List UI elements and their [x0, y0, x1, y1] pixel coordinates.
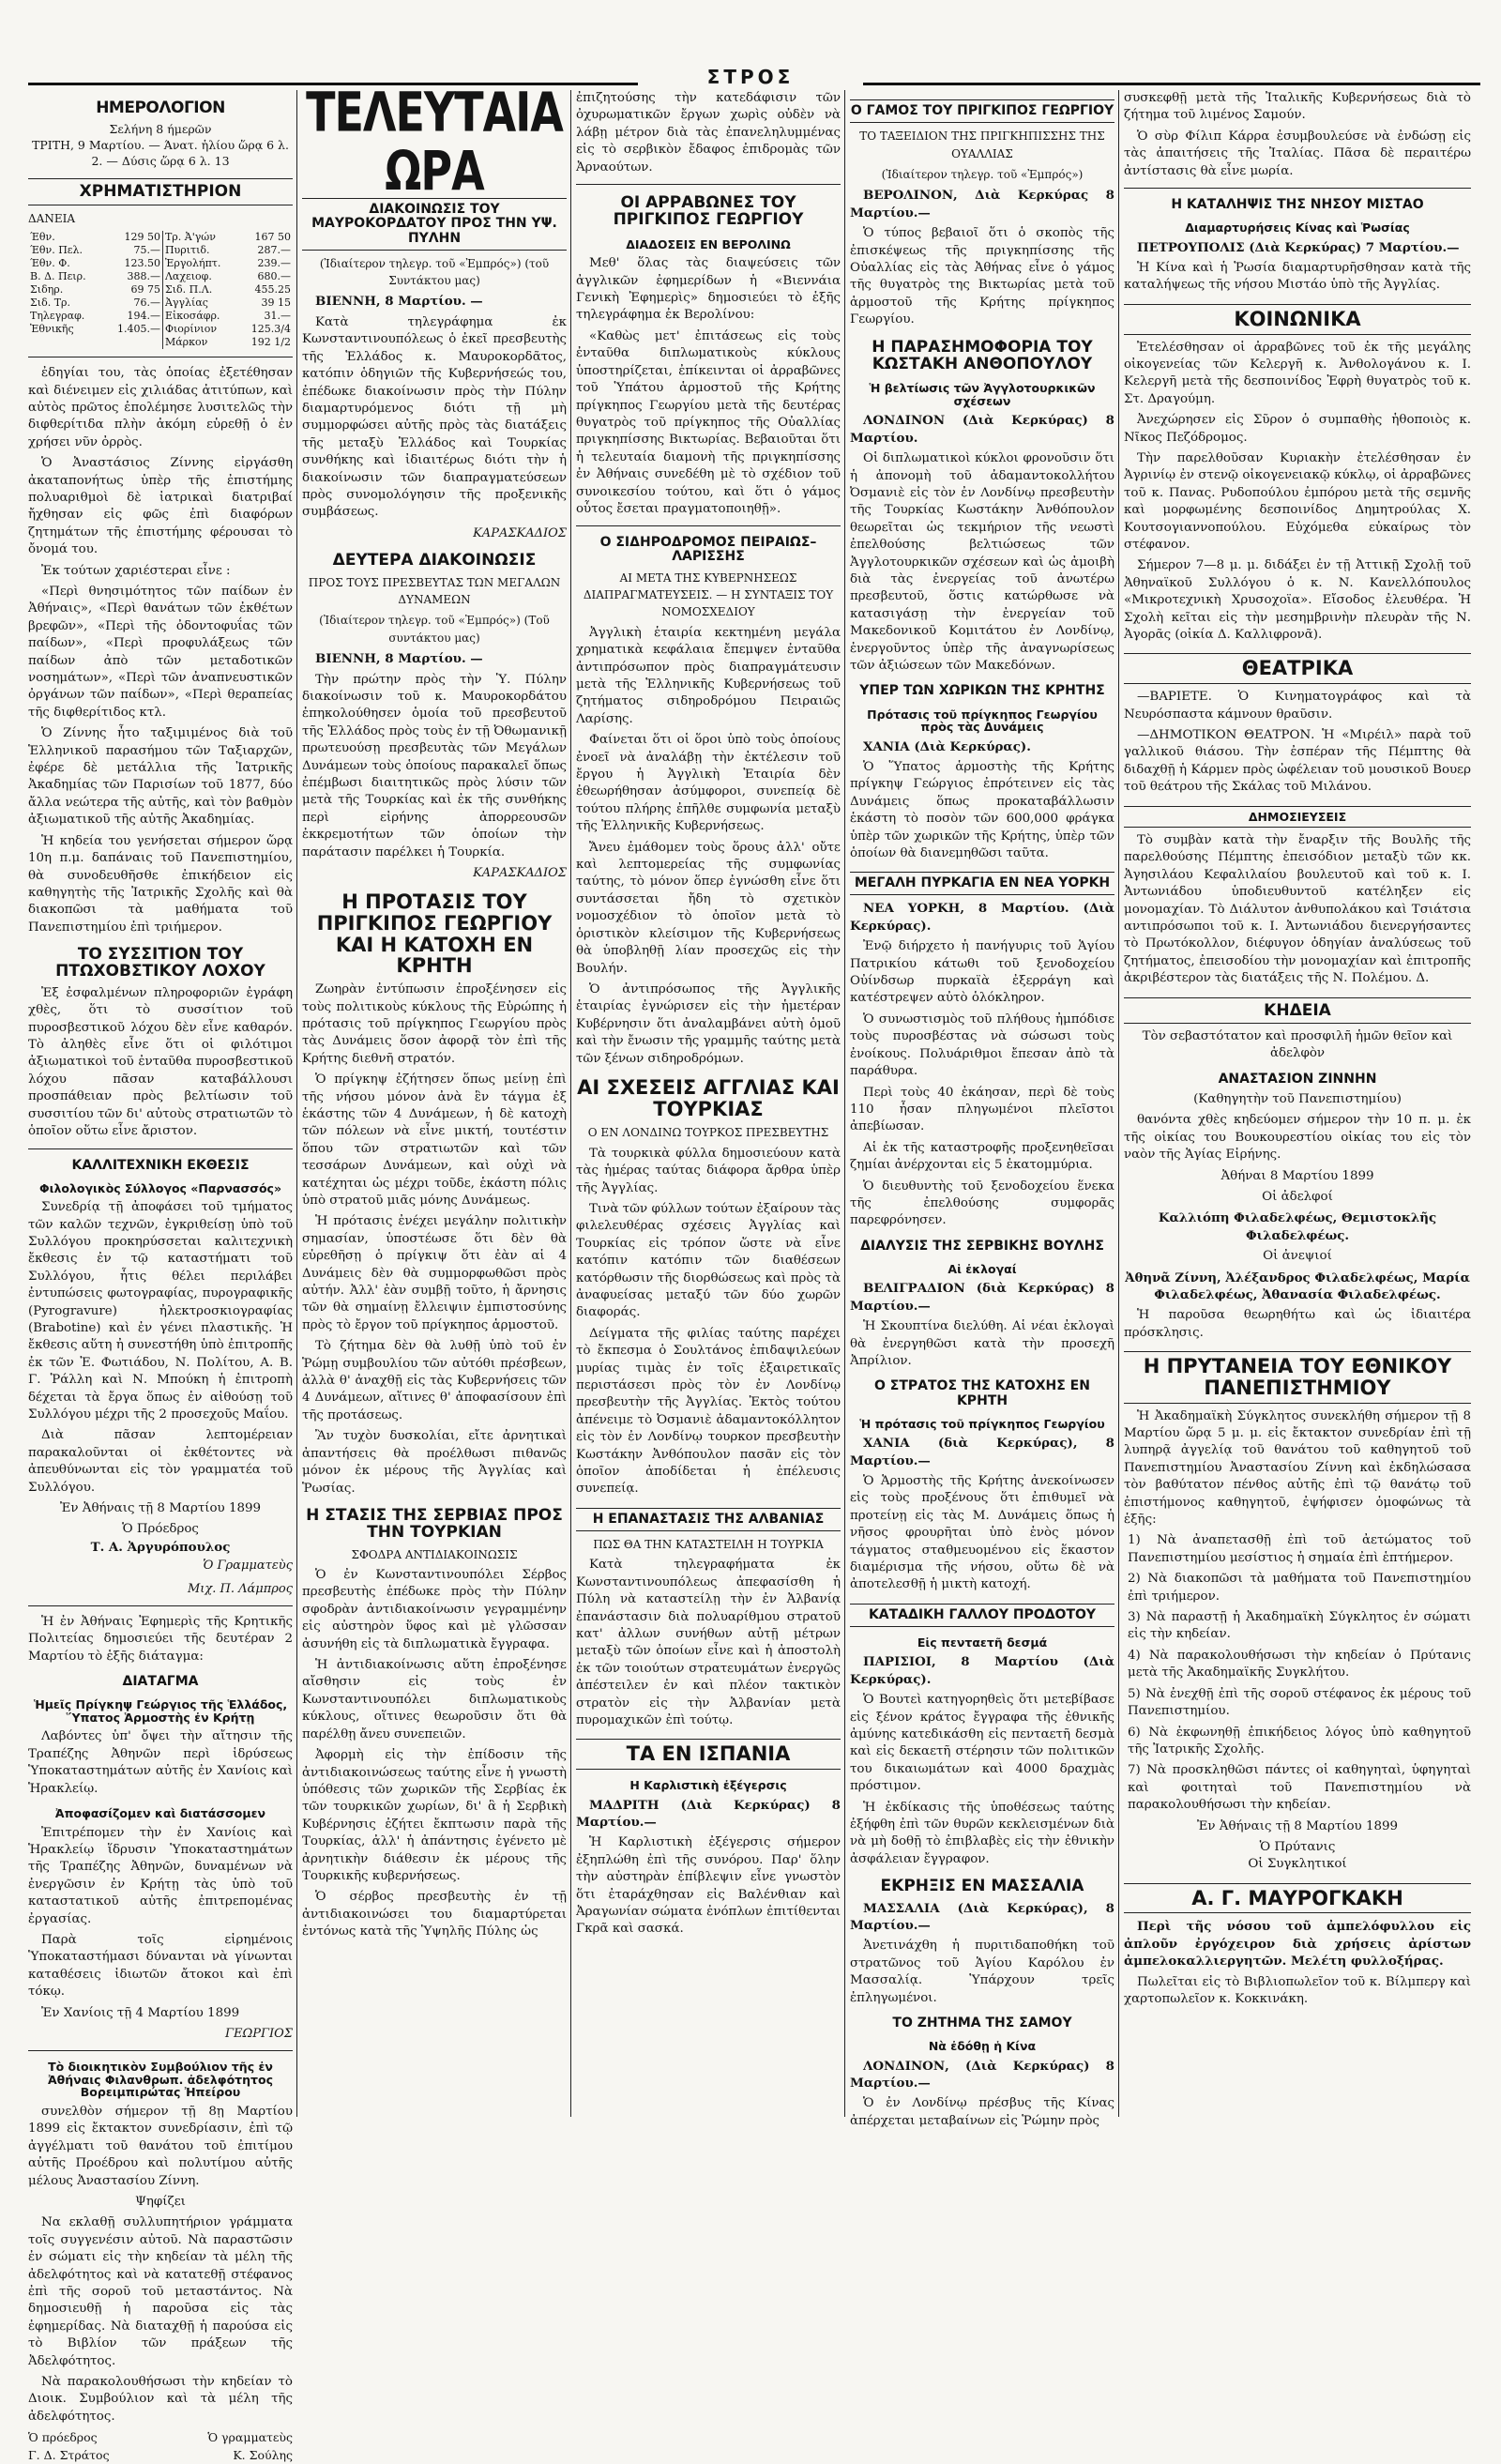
almanac-date: ΤΡΙΤΗ, 9 Μαρτίου. — Άνατ. ἡλίου ὥρᾳ 6 λ. 2. — Δύσις ὥρᾳ 6 λ. 13 — [32, 138, 289, 169]
finance-label: Τηλεγραφ. — [30, 310, 85, 323]
finance-value: 239.— — [257, 257, 291, 270]
finance-row — [28, 270, 293, 283]
paragraph: Τινὰ τῶν φύλλων τούτων ἐξαίρουν τὰς φιλελευθέρας σχέσεις Ἀγγλίας καὶ Τουρκίας εἰς τρόπον ὥστε νὰ εἶνε κατόπιν κατόπιν τῶν διαθέσεων κατόρθωσιν τῆς διορθώσεως καὶ πρὸς τὰ ἀναφυείσας μεταξύ τῶν δύο χωρῶν διαφοράς. — [576, 1201, 841, 1320]
headline-social: ΚΟΙΝΩΝΙΚΑ — [1124, 304, 1471, 335]
dateline: ΛΟΝΔΙΝΟΝ (Διὰ Κερκύρας) 8 Μαρτίου. — [850, 413, 1114, 446]
headline-mistao-sub: Διαμαρτυρήσεις Κίνας καὶ Ῥωσίας — [1185, 221, 1410, 236]
dateline: ΒΙΕΝΝΗ, 8 Μαρτίου. — — [315, 651, 483, 667]
paragraph: Τὰ τουρκικὰ φύλλα δημοσιεύουν κατὰ τὰς ἡμέρας ταύτας διάφορα ἄρθρα ὑπὲρ τῆς Ἀγγλίας. — [576, 1146, 841, 1195]
finance-label: Έθν. — [30, 231, 55, 244]
headline-decoration: Η ΠΑΡΑΣΗΜΟΦΟΡΙΑ ΤΟΥ ΚΩΣΤΑΚΗ ΑΝΘΟΠΟΥΛΟΥ — [872, 337, 1093, 373]
dateline: Ἐν Ἀθήναις τῇ 8 Μαρτίου 1899 — [59, 1501, 262, 1516]
divider — [28, 1148, 293, 1149]
headline-second-note-sub: ΠΡΟΣ ΤΟΥΣ ΠΡΕΣΒΕΥΤΑΣ ΤΩΝ ΜΕΓΑΛΩΝ ΔΥΝΑΜΕΩΝ — [308, 575, 561, 606]
paragraph: Καλλιόπη Φιλαδελφέως, Θεμιστοκλῆς Φιλαδελφέως. — [1158, 1210, 1437, 1243]
finance-value: 287.— — [257, 244, 291, 257]
dateline: Ἐν Χανίοις τῇ 4 Μαρτίου 1899 — [41, 2005, 240, 2020]
headline-decide: Ἀποφασίζομεν καὶ διατάσσομεν — [54, 1806, 266, 1820]
finance-row — [28, 257, 293, 270]
headline-decree: ΔΙΑΤΑΓΜΑ — [122, 1674, 199, 1690]
finance-value: 167 50 — [254, 231, 291, 244]
paragraph: Ἐπιτρέπομεν τὴν ἐν Χανίοις καὶ Ἡρακλείῳ ἵδρυσιν Ὑποκαταστημάτων τῆς Τραπέζης Ἀθηνῶν, δυναμένων νὰ ἐνεργῶσιν ἐν Κρήτῃ τὰς ὑπὸ τοῦ καταστατικοῦ αὐτῆς ἐπιτρεπομένας ἐργασίας. — [28, 1825, 293, 1926]
headline-fire: ΜΕΓΑΛΗ ΠΥΡΚΑΓΙΑ ΕΝ ΝΕΑ ΥΟΡΚΗ — [850, 872, 1114, 895]
finance-value: 388.— — [103, 270, 163, 283]
signature-title: Ὁ γραμματεὺς — [207, 2430, 293, 2445]
paragraph: Ὁ τύπος βεβαιοῖ ὅτι ὁ σκοπὸς τῆς ἐπισκέψεως τῆς πριγκηπίσσης τῆς Οὐαλλίας εἰς τὰς Ἀθήνας εἶνε ὁ γάμος τῆς θυγατρὸς της Βικτωρίας μετὰ τοῦ ἁρμοστοῦ τῆς Κρήτης πρίγκηπος Γεωργίου. — [850, 226, 1114, 327]
dateline: ΧΑΝΙΑ (διὰ Κερκύρας), 8 Μαρτίου.— — [850, 1436, 1114, 1468]
divider — [28, 2050, 293, 2051]
headline-mistao: Η ΚΑΤΑΛΗΨΙΣ ΤΗΣ ΝΗΣΟΥ ΜΙΣΤΑΟ — [1171, 197, 1424, 213]
headline-last-hour: ΤΕΛΕΥΤΑΙΑ ΩΡΑ — [306, 80, 563, 203]
signature-name: Κ. Σούλης — [233, 2447, 293, 2462]
paragraph: Νὰ παρακολουθήσωσι τὴν κηδείαν τὸ Διοικ. Συμβούλιον καὶ τὰ μέλη τῆς ἀδελφότητος. — [28, 2374, 293, 2424]
column-divider — [1118, 90, 1119, 2117]
paragraph: Περὶ τοὺς 40 ἐκάησαν, περὶ δὲ τοὺς 110 ἦσαν πληγωμένοι πλεῖστοι ἀπεβίωσαν. — [850, 1085, 1114, 1134]
paragraph: Ἡ παροῦσα θεωρηθήτω καὶ ὡς ἰδιαιτέρα πρόσκλησις. — [1124, 1308, 1471, 1340]
headline-explosion: ΕΚΡΗΞΙΣ ΕΝ ΜΑΣΣΑΛΙΑ — [880, 1877, 1084, 1896]
finance-label: Σιδηρ. — [30, 283, 64, 297]
column-divider — [844, 90, 845, 2117]
paragraph: συσκεφθῇ μετὰ τῆς Ἰταλικῆς Κυβερνήσεως διὰ τὸ ζήτημα τοῦ λιμένος Σαμούν. — [1124, 91, 1471, 123]
paragraph: Οἱ ἀνεψιοί — [1263, 1249, 1332, 1264]
paragraph: Ἡ Κίνα καὶ ἡ Ῥωσία διαμαρτυρῆσθησαν κατὰ τῆς καταλήψεως τῆς νήσου Μιστάο ὑπὸ τῆς Ἀγγλίας. — [1124, 261, 1471, 293]
column-1 — [28, 90, 293, 2462]
dateline: ΛΟΝΔΙΝΟΝ, (Διὰ Κερκύρας) 8 Μαρτίου.— — [850, 2058, 1114, 2091]
list-item: 1) Νὰ ἀναπετασθῇ ἐπὶ τοῦ ἀετώματος τοῦ Πανεπιστημίου μεσίστιος ἡ σημαία ἐπὶ ἑπτήμερον. — [1128, 1533, 1471, 1565]
paragraph: Ὁ Ὕπατος ἁρμοστὴς τῆς Κρήτης πρίγκηψ Γεώργιος ἐπρότεινεν εἰς τὰς Δυνάμεις ὅπως προκαταβάλλωσιν ἑκάστη τὸ ποσὸν τῶν 600,000 φράγκα ὑπὲρ τῶν χωρικῶν τῆς Κρήτης, ὑπὲρ τῶν ὁποίων θὰ διανεμηθῶσι ταῦτα. — [850, 759, 1114, 860]
paragraph: Ὁ Ἀναστάσιος Ζίννης εἰργάσθη ἀκαταπονήτως ὑπὲρ τῆς ἐπιστήμης πολυαριθμοὶ δὲ ἰατρικαὶ διατριβαί ἤχθησαν εἰς φῶς ἐπὶ διαφόρων ζητημάτων τῆς ἐπιστήμης φέρουσαι τὸ ὄνομά του. — [28, 456, 293, 557]
headline-proposal: Η ΠΡΟΤΑΣΙΣ ΤΟΥ ΠΡΙΓΚΙΠΟΣ ΓΕΩΡΓΙΟΥ ΚΑΙ Η ΚΑΤΟΧΗ ΕΝ ΚΡΗΤΗ — [316, 890, 553, 978]
list-item: 4) Νὰ παρακολουθήσωσι τὴν κηδείαν ὁ Πρύτανις μετὰ τῆς Ἀκαδημαϊκῆς Συγκλήτου. — [1128, 1648, 1471, 1681]
column-4 — [850, 90, 1114, 2128]
finance-value: 192 1/2 — [250, 336, 291, 349]
headline-occupation: Ο ΣΤΡΑΤΟΣ ΤΗΣ ΚΑΤΟΧΗΣ ΕΝ ΚΡΗΤΗ — [874, 1378, 1090, 1408]
finance-row — [28, 283, 293, 297]
paragraph: (Καθηγητὴν τοῦ Πανεπιστημίου) — [1193, 1091, 1402, 1106]
finance-row — [28, 310, 293, 323]
dateline: ΝΕΑ ΥΟΡΚΗ, 8 Μαρτίου. (Διὰ Κερκύρας). — [850, 901, 1114, 934]
finance-row — [28, 297, 293, 310]
dateline: ΒΙΕΝΝΗ, 8 Μαρτίου. — — [315, 294, 483, 310]
signature-row — [28, 2429, 293, 2446]
paragraph: Ἂν τυχὸν δυσκολίαι, εἴτε ἀρνητικαὶ ἀπαντήσεις θὰ προέλθωσι πιθανῶς μόνον ἐκ μέρους τῆς Ἀγγλίας καὶ Ῥωσίας. — [302, 1429, 567, 1496]
list-item: 5) Νὰ ἐνεχθῇ ἐπὶ τῆς σοροῦ στέφανος ἐκ μέρους τοῦ Πανεπιστημίου. — [1128, 1686, 1471, 1719]
paragraph: Περὶ τῆς νόσου τοῦ ἀμπελόφυλλου εἰς ἀπλοῦν ἐργόχειρον διὰ χρήσεις ἀρίστων ἀμπελοκαλλιεργητῶν. Μελέτη φυλλοξήρας. — [1124, 1919, 1471, 1970]
paragraph: Αἱ ἐκ τῆς καταστροφῆς προξενηθεῖσαι ζημίαι ἀνέρχονται εἰς 5 ἑκατομμύρια. — [850, 1140, 1114, 1173]
headline-parliament-sub: Αἱ ἐκλογαί — [948, 1261, 1017, 1276]
signature-title: Ὁ Πρύτανις — [1259, 1839, 1336, 1854]
headline-albania-sub: ΠΩΣ ΘΑ ΤΗΝ ΚΑΤΑΣΤΕΙΛΗ Η ΤΟΥΡΚΙΑ — [593, 1537, 824, 1551]
finance-value: 75.— — [103, 244, 163, 257]
paragraph: Ὁ διευθυντὴς τοῦ ξενοδοχείου ἕνεκα τῆς ἐπελθούσης συμφορᾶς παρεφρόνησεν. — [850, 1179, 1114, 1228]
finance-value: 125.3/4 — [250, 323, 291, 336]
headline-wedding-sub: ΤΟ ΤΑΞΕΙΔΙΟΝ ΤΗΣ ΠΡΙΓΚΗΠΙΣΣΗΣ ΤΗΣ ΟΥΑΛΛΙΑΣ — [859, 129, 1105, 160]
paragraph: Τὸ συμβὰν κατὰ τὴν ἔναρξιν τῆς Βουλῆς τῆς παρελθούσης Πέμπτης ἐπεισόδιον μεταξὺ τῶν κκ. Ἀγησιλάου Κεφαλιλαίου βουλευτοῦ καὶ τοῦ κ. Ι. Ἀντωνιάδου ὑποδιευθυντοῦ κατέληξεν εἰς μονομαχίαν. Τὸ Διάλυτον ἀνθυπολάκου καὶ Τσιάτσια αντιπρόσωποι τοῦ κ. Ι. Ἀντωνιάδου διενεργήσαντες τὸ Πρωτόκολλον, διέφυγον ὁδηγίαν ἀναλύσεως τοῦ ζητήματος, ἐπεισοδίου τὴν μονομαχίαν καὶ ἐπιτροπῆς ἀκριβέστερον τὰς διατάξεις τῆς Ν. Πολέμου. Δ. — [1124, 833, 1471, 986]
finance-label: Ἐργολήπτ. — [164, 257, 221, 270]
signature-name: ΓΕΩΡΓΙΟΣ — [224, 2026, 293, 2041]
list-item: 6) Νὰ ἐκφωνηθῇ ἐπικήδειος λόγος ὑπὸ καθηγητοῦ τῆς Ἰατρικῆς Σχολῆς. — [1128, 1725, 1471, 1757]
dateline: ΜΑΔΡΙΤΗ (Διὰ Κερκύρας) 8 Μαρτίου.— — [576, 1797, 841, 1830]
paragraph: συνελθὸν σήμερον τῇ 8ῃ Μαρτίου 1899 εἰς ἔκτακτον συνεδρίασιν, ἐπὶ τῷ ἀγγέλματι τοῦ θανάτου τοῦ ἐπιτίμου αὐτῆς Προέδρου καὶ πολυτίμου αὐτῆς μέλους Ἀναστασίου Ζίννη. — [28, 2104, 293, 2188]
finance-label — [28, 336, 103, 349]
headline-relations-sub: Ο ΕΝ ΛΟΝΔΙΝΩ ΤΟΥΡΚΟΣ ΠΡΕΣΒΕΥΤΗΣ — [587, 1126, 829, 1140]
headline-syssition: ΤΟ ΣΥΣΣΙΤΙΟΝ ΤΟΥ ΠΤΩΧΟΒΣΤΙΚΟΥ ΛΟΧΟΥ — [55, 945, 265, 981]
signature-title: Ὁ πρόεδρος — [28, 2430, 98, 2445]
finance-label: Φιορίνιον — [164, 323, 218, 336]
source-note: (Ἰδιαίτερον τηλεγρ. τοῦ «Ἐμπρός») — [881, 167, 1084, 181]
column-3 — [576, 90, 841, 2117]
signature-row — [28, 2447, 293, 2464]
paragraph: θανόντα χθὲς κηδεύομεν σήμερον τὴν 10 π. μ. ἐκ τῆς οἰκίας του Βουκουρεστίου οἰκίας του εἰς τὸν ναὸν τῆς Ἁγίας Εἰρήνης. — [1124, 1113, 1471, 1163]
paragraph: Οἱ ἀδελφοί — [1262, 1190, 1333, 1205]
moon-phase: Σελήνη 8 ήμερῶν — [109, 122, 212, 137]
divider — [576, 525, 841, 526]
finance-label: Έθν. Πελ. — [30, 244, 83, 257]
divider — [1124, 188, 1471, 189]
headline-decoration-sub: Ἡ βελτίωσις τῶν Ἀγγλοτουρκικῶν σχέσεων — [869, 381, 1096, 408]
headline-publications: ΔΗΜΟΣΙΕΥΣΕΙΣ — [1124, 806, 1471, 829]
paragraph: Ὁ Ἁρμοστὴς τῆς Κρήτης ἀνεκοίνωσεν εἰς τοὺς προξένους ὅτι ἐπιθυμεῖ νὰ προτείνῃ εἰς τὰς Μ. Δυνάμεις ὅπως ἡ νῆσος φρουρῆται ὑπὸ ἑνὸς μόνον τάγματος σταθμευομένου εἰς ἕκαστον διαμέρισμα τῆς νήσου, οὕτω δὲ νὰ ἀποτελεσθῇ ἡ μικτὴ κατοχή. — [850, 1473, 1114, 1592]
signature-title: Οἱ Συγκλητικοί — [1248, 1857, 1347, 1872]
headline-railway-sub: ΑΙ ΜΕΤΑ ΤΗΣ ΚΥΒΕΡΝΗΣΕΩΣ ΔΙΑΠΡΑΓΜΑΤΕΥΣΕΙΣ. — Η ΣΥΝΤΑΞΙΣ ΤΟΥ ΝΟΜΟΣΧΕΔΙΟΥ — [583, 570, 834, 619]
paragraph: Ἀγγλικὴ ἑταιρία κεκτημένη μεγάλα χρηματικὰ κεφάλαια ἔπεμψεν ἐνταῦθα ἀντιπρόσωπον πρὸς διαπραγμάτευσιν μετὰ τῆς Ἑλληνικῆς Κυβερνήσεως τοῦ ζητήματος σιδηροδρόμου Πειραιῶς Λαρίσης. — [576, 625, 841, 726]
paragraph: Σήμερον 7—8 μ. μ. διδάξει ἐν τῇ Ἀττικῇ Σχολῇ τοῦ Ἀθηναϊκοῦ Συλλόγου ὁ κ. Ν. Κανελλόπουλος «Μικροτεχνικὴ Χρυσοχοϊα». Εἴσοδος ἐλευθέρα. Ἡ Σχολὴ κεῖται εἰς τὴν μεσημβρινὴν πλευρὰν τῆς Ν. Ἀγορᾶς (οἰκία Δ. Καλλιφρονᾶ). — [1124, 558, 1471, 643]
finance-label: Έθν. Φ. — [30, 257, 70, 270]
headline-advert: Α. Γ. ΜΑΥΡΟΓΚΑΚΗ — [1124, 1883, 1471, 1914]
finance-label: Μάρκον — [164, 336, 208, 349]
finance-value: 455.25 — [254, 283, 291, 297]
paragraph: —ΔΗΜΟΤΙΚΟΝ ΘΕΑΤΡΟΝ. Ἡ «Μιρέιλ» παρὰ τοῦ γαλλικοῦ θιάσου. Τὴν ἐσπέραν τῆς Πέμπτης θὰ διδαχθῇ ἡ Κάρμεν πρὸς ὠφέλειαν τοῦ μουσικοῦ Βουερ τοῦ θεάτρου τῆς Σκάλας τοῦ Μιλάνου. — [1124, 727, 1471, 795]
paragraph: Ὁ ἐν Κωνσταντινουπόλει Σέρβος πρεσβευτὴς ἐπέδωκε πρὸς τὴν Πύλην σφοδρὰν ἀντιδιακοίνωσιν γεγραμμένην εἰς αὐστηρὸν ὕφος καὶ μὲ γλῶσσαν ἀσυνήθη εἰς τὰ διπλωματικὰ ἔγγραφα. — [302, 1568, 567, 1651]
finance-value: 680.— — [257, 270, 291, 283]
headline-serbia: Η ΣΤΑΣΙΣ ΤΗΣ ΣΕΡΒΙΑΣ ΠΡΟΣ ΤΗΝ ΤΟΥΡΚΙΑΝ — [306, 1505, 563, 1543]
paragraph: Διὰ πᾶσαν λεπτομέρειαν παρακαλοῦνται οἱ ἐκθέτοντες νὰ ἀπευθύνωνται εἰς τὸν γραμματέα τοῦ Συλλόγου. — [28, 1428, 293, 1495]
finance-value: 1.405.— — [103, 323, 163, 336]
paragraph: Ψηφίζει — [135, 2194, 186, 2209]
paragraph: Να εκλαθῇ συλλυπητήριον γράμματα τοῖς συγγενέσιν αὐτοῦ. Νὰ παραστῶσιν ἐν σώματι εἰς τὴν κηδείαν τὰ μέλη τῆς ἀδελφότητος καὶ νὰ κατατεθῇ στέφανος ἐπὶ τῆς σοροῦ τοῦ μεταστάντος. Νὰ δημοσιευθῇ ἡ παροῦσα εἰς τὰς ἐφημερίδας. Νὰ διαταχθῇ ἡ παρούσα εἰς τὸ Βιβλίον τῶν πράξεων τῆς Ἀδελφότητος. — [28, 2215, 293, 2368]
headline-theatre: ΘΕΑΤΡΙΚΑ — [1124, 653, 1471, 684]
paragraph: Ὁ συνωστισμὸς τοῦ πλήθους ἠμπόδισε τοὺς πυροσβέστας νὰ σώσωσι τοὺς ἐνοίκους. Πολυάριθμοι ἔπεσαν ἀπὸ τὰ παράθυρα. — [850, 1011, 1114, 1079]
paragraph: Κατὰ τηλεγραφήματα ἐκ Κωνσταντινουπόλεως ἀπεφασίσθη ἡ Πύλη νὰ καταστείλῃ τὴν ἐν Ἀλβανίᾳ ἐπανάστασιν διὰ πολυαρίθμου στρατοῦ κατ' ἀλλων συνήθων αὐτῇ μέτρων μεταξὺ τῶν ὁποίων εἶνε καὶ ἡ ἀποστολὴ ἐκ τῶν τοιούτων στρατευμάτων ἐνεργῶς ἀπέστειλεν ἐν καὶ πλέον τακτικὸν στρατὸν εἰς τὴν Ἀλβανίαν μετὰ πυρομαχικῶν ἐπὶ τούτῳ. — [576, 1558, 841, 1727]
masthead-fragment: ΣΤΡΟΣ — [638, 66, 863, 88]
paragraph: Ὁ Βουτεὶ κατηγορηθεὶς ὅτι μετεβίβασε εἰς ξένον κράτος ἔγγραφα τῆς ἐθνικῆς ἀμύνης κατεδικάσθη εἰς πενταετῆ δεσμὰ καὶ εἰς δεκαετῆ στέρησιν τῶν πολιτικῶν του δικαιωμάτων καὶ 4000 δραχμὰς πρόστιμον. — [850, 1693, 1114, 1794]
paragraph: Συνεδρίᾳ τῇ ἀποφάσει τοῦ τμήματος τῶν καλῶν τεχνῶν, ἐγκριθείσῃ ὑπὸ τοῦ Συλλόγου προκηρύσσεται καλιτεχνικὴ ἔκθεσις ἐν τῷ καταστήματι τοῦ Συλλόγου, ἧτις θέλει περιλάβει ἐντυπώσεις φωτογραφίας, πυρογραφικῆς (Pyrogravure) ἠλεκτροσκιογραφίας (Brabotine) καὶ ἐν γένει πλαστικῆς. Ἡ ἔκθεσις αὕτη ἠ συνεστήθη ὑπὸ ἐπιτροπῆς ἐκ τῶν Ἐ. Φωτιάδου, Ν. Πολίτου, Α. Β. Γ. Ῥάλλη καὶ Ν. Μπούκη ἡ ἐπιτροπὴ δέχεται τὰ ἔργα ὅπως ἐν αἰθούσῃ τοῦ Συλλόγου μέχρι τῆς 2 προσεχοῦς Μαΐου. — [28, 1200, 293, 1422]
finance-value: 123.50 — [103, 257, 163, 270]
headline-relations: ΑΙ ΣΧΕΣΕΙΣ ΑΓΓΛΙΑΣ ΚΑΙ ΤΟΥΡΚΙΑΣ — [577, 1075, 840, 1120]
paragraph: «Περὶ θνησιμότητος τῶν παίδων ἐν Ἀθήναις», «Περὶ θανάτων τῶν ἐκθέτων βρεφῶν», «Περὶ τῆς ὀδοντοφυΐας τῶν παίδων», «Περὶ προφυλάξεως τῶν παίδων ἀπὸ τῶν μεταδοτικῶν νοσημάτων», «Περὶ τῶν ἀναπνευστικῶν ὀργάνων τῶν παίδων», «Περὶ θεραπείας τῆς διφθερίτιδος κτλ. — [28, 585, 293, 720]
headline-engagement-sub: ΔΙΑΔΟΣΕΙΣ ΕΝ ΒΕΡΟΛΙΝΩ — [626, 236, 791, 251]
headline-wedding: Ο ΓΑΜΟΣ ΤΟΥ ΠΡΙΓΚΙΠΟΣ ΓΕΩΡΓΙΟΥ — [850, 99, 1114, 123]
source-note: (Ἰδιαίτερον τηλεγρ. τοῦ «Ἐμπρός») (τοῦ Συντάκτου μας) — [319, 256, 550, 288]
headline-samos: ΤΟ ΖΗΤΗΜΑ ΤΗΣ ΣΑΜΟΥ — [892, 2015, 1072, 2031]
paragraph: Ἐξ ἐσφαλμένων πληροφοριῶν ἐγράφη χθὲς, ὅτι τὸ συσσίτιον τοῦ πυροσβεστικοῦ λόχου δὲν εἶνε καθαρόν. Τὸ ἀληθὲς εἶνε ὅτι οἱ φιλότιμοι ἀξιωματικοὶ τοῦ ἐνταῦθα πυροσβεστικοῦ λόχου πᾶσαν καταβάλλουσι προσπάθειαν πρὸς βελτίωσιν τοῦ συσσιτίου τῶν δι' αὐτοὺς στρατιωτῶν τὸ ὁποῖον οὕτω εἶνε ἄριστον. — [28, 985, 293, 1139]
source-note: (Ἰδιαίτερον τηλεγρ. τοῦ «Ἐμπρός») (Τοῦ συντάκτου μας) — [319, 614, 550, 645]
list-item: 2) Νὰ διακοπῶσι τὰ μαθήματα τοῦ Πανεπιστημίου ἐπὶ τριήμερον. — [1128, 1572, 1471, 1604]
headline-villagers-sub: Πρότασις τοῦ πρίγκηπος Γεωργίου πρὸς τὰς Δυνάμεις — [867, 707, 1098, 734]
dateline: ΠΑΡΙΣΙΟΙ, 8 Μαρτίου (Διὰ Κερκύρας). — [850, 1654, 1114, 1687]
finance-row — [28, 323, 293, 336]
headline-funeral: ΚΗΔΕΙΑ — [1124, 997, 1471, 1024]
paragraph: Τὴν πρώτην πρὸς τὴν Ὑ. Πύλην διακοίνωσιν τοῦ κ. Μαυροκορδάτου ἐπηκολούθησεν ὁμοία τοῦ πρεσβευτοῦ τῆς Ἑλλάδος πρὸς τοὺς ἐν τῇ Ὀθωμανικῇ πρωτευούσῃ πρεσβευτὰς τῶν Μεγάλων Δυνάμεων τοὺς ὁποίους παρακαλεῖ ὅπως ἐπέμβωσι διαιτητικῶς πρὸς λύσιν τῶν μετὰ τῆς Τουρκίας καὶ ἐκ τῆς συνθήκης περὶ εἰρήνης ἀπορρεουσῶν ἐκκρεμοτήτων τῶν ὁποίων τὴν παράτασιν παρέλκει ἡ Τουρκία. — [302, 672, 567, 859]
finance-table — [28, 231, 293, 349]
headline-second-note: ΔΕΥΤΕΡΑ ΔΙΑΚΟΙΝΩΣΙΣ — [332, 551, 537, 570]
paragraph: Λαβόντες ὑπ' ὄψει τὴν αἴτησιν τῆς Τραπέζης Ἀθηνῶν περὶ ἱδρύσεως Ὑποκαταστημάτων αὐτῆς ἐν Χανίοις καὶ Ἡρακλείῳ. — [28, 1729, 293, 1796]
paragraph: Ὁ ἀντιπρόσωπος τῆς Ἀγγλικῆς ἑταιρίας ἐγνώρισεν εἰς τὴν ἡμετέραν Κυβέρνησιν ὅτι ἀναλαμβάνει αὐτὴ ὁμοῦ καὶ τὴν ἔνωσιν τῆς γραμμῆς ταύτης μετὰ τῶν ξένων σιδηροδρόμων. — [576, 981, 841, 1066]
finance-subtitle: ΔΑΝΕΙΑ — [28, 211, 75, 225]
paragraph: Κατὰ τηλεγράφημα ἐκ Κωνσταντινουπόλεως ὁ ἐκεῖ πρεσβευτὴς τῆς Ἑλλάδος κ. Μαυροκορδᾶτος, κατόπιν ὁδηγιῶν τῆς Κυβερνήσεώς του, ἐπέδωκε διακοίνωσιν πρὸς τὴν Πύλην διαμαρτυρόμενος διότι τῇ μὴ συμμορφώσει αὐτῆς πρὸς τὰς διατάξεις τῆς μεταξὺ Ἑλλάδος καὶ Τουρκίας συνθήκης καὶ ἰδιαιτέρως διότι τὴν ἡ διακοίνωσιν τῶν διαπραγματεύσεων πρὸς συνομολόγησιν τῆς προξενικῆς συμβάσεως. — [302, 314, 567, 520]
paragraph: Ἡ ἀντιδιακοίνωσις αὕτη ἐπροξένησε αἴσθησιν εἰς τοὺς ἐν Κωνσταντινουπόλει διπλωματικοὺς κύκλους, οἵτινες θεωροῦσιν ὅτι θὰ παρέλθῃ ἄνευ συνεπειῶν. — [302, 1658, 567, 1742]
finance-label: Πυριτιδ. — [164, 244, 210, 257]
list-item: 3) Νὰ παραστῇ ἡ Ἀκαδημαϊκὴ Σύγκλητος ἐν σώματι εἰς τὴν κηδείαν. — [1128, 1610, 1471, 1642]
paragraph: Φαίνεται ὅτι οἱ ὅροι ὑπὸ τοὺς ὁποίους ἐνοεῖ νὰ ἀναλάβῃ τὴν ἐκτέλεσιν τοῦ ἔργου ἡ Ἀγγλικὴ Ἑταιρία δὲν ἐθεωρήθησαν ἀσύμφοροι, συνεπείᾳ δὲ τούτου πλήρης ἐπῆλθε συμφωνία μεταξὺ τῆς Ἑλληνικῆς Κυβερνήσεως. — [576, 733, 841, 834]
finance-label: Λαχειοφ. — [164, 270, 212, 283]
signature-name: ΚΑΡΑΣΚΑΔΙΟΣ — [473, 866, 567, 881]
headline-exhibition-sub: Φιλολογικὸς Σύλλογος «Παρνασσός» — [38, 1180, 282, 1195]
finance-label: Σιδ. Π.Λ. — [164, 283, 213, 297]
finance-title: ΧΡΗΜΑΤΙΣΤΗΡΙΟΝ — [28, 178, 293, 205]
paragraph: Ἐτελέσθησαν οἱ ἀρραβῶνες τοῦ ἐκ τῆς μεγάλης οἰκογενείας τῶν Κελεργῆ κ. Ἀνθολογάνου κ. Ι. Κελεργῆ μετὰ τῆς δεσποινίδος Ἐφρὴ θυγατρὸς τοῦ κ. Στ. Δραγούμη. — [1124, 340, 1471, 406]
column-divider — [570, 90, 571, 2117]
headline-villagers: ΥΠΕΡ ΤΩΝ ΧΩΡΙΚΩΝ ΤΗΣ ΚΡΗΤΗΣ — [859, 683, 1105, 699]
finance-value: 31.— — [264, 310, 291, 323]
paragraph: Ζωηρὰν ἐντύπωσιν ἐπροξένησεν εἰς τοὺς πολιτικοὺς κύκλους τῆς Εὐρώπης ἡ πρότασις τοῦ πρίγκηπος Γεωργίου πρὸς τὰς Δυνάμεις ὅσον ἀφορᾷ τὸν ἐπὶ τῆς Κρήτης διεθνῆ στρατόν. — [302, 982, 567, 1066]
headline-engagement: ΟΙ ΑΡΡΑΒΩΝΕΣ ΤΟΥ ΠΡΙΓΚΙΠΟΣ ΓΕΩΡΓΙΟΥ — [613, 193, 804, 230]
paragraph: Τὴν παρελθοῦσαν Κυριακὴν ἐτελέσθησαν ἐν Ἀγρινίῳ ἐν στενῷ οἰκογενειακῷ κύκλῳ, οἱ ἀρραβῶνες τοῦ κ. Πανας. Ρυδοπούλου ἐμπόρου μετὰ τῆς σεμνῆς καὶ μορφωμένης δεσποινίδος Δημητρούλας Χ. Κουτσογιαννοπούλου. Εὐχόμεθα εὐκαίρως τὸν στέφανον. — [1124, 450, 1471, 552]
headline-council: Τὸ διοικητικὸν Συμβούλιον τῆς ἐν Ἀθήναις Φιλανθρωπ. ἀδελφότητος Βορειμπιρώτας Ἠπείρου — [47, 2060, 274, 2100]
headline-traitor-sub: Εἰς πενταετῆ δεσμά — [917, 1635, 1048, 1650]
paragraph: Ὁ Ζίννης ἦτο ταξιμιμένος διὰ τοῦ Ἑλληνικοῦ παρασήμου τῶν Ταξιαρχῶν, ἐφέρε δὲ μετάλλια τῆς Ἰατρικῆς Ἀκαδημίας τῶν Παρισίων τοῦ 1877, δύο ἄλλα νεώτερα τῆς αὐτῆς, καὶ τὸν βαθμὸν ἀξιωματικοῦ τῆς αὐτῆς Ἀκαδημίας. — [28, 726, 293, 828]
paragraph: Ἡ πρότασις ἐνέχει μεγάλην πολιτικὴν σημασίαν, ὑποστέωσε ὅτι δὲν θὰ εὑρεθῆσῃ ὁ πρίγκιψ ὅτι ἐὰν αἱ 4 Δυνάμεις δὲν θὰ συμμορφωθῶσι πρὸς αὐτήν. Ἀλλ' ἐὰν συμβῇ τοῦτο, ἡ ἄρνησις τῶν θὰ σημαίνῃ ἔλλειψιν ἐμπιστοσύνης πρὸς τὸ ἔργον τοῦ πρίγκηπος ἁρμοστοῦ. — [302, 1214, 567, 1332]
paragraph: Τὸν σεβαστότατον καὶ προσφιλῆ ἡμῶν θεῖον καὶ ἀδελφὸν — [1142, 1029, 1453, 1061]
paragraph: Δείγματα τῆς φιλίας ταύτης παρέχει τὸ ἔκπεσμα ὁ Σουλτάνος ἐπιδαψιλεύων μυρίας τιμὰς ἐν τοῖς ἐξαιρετικαῖς περιστάσεσι πρὸς τὸν ἐν Λονδίνῳ πρεσβευτὴν τῆς Ἀγγλίας. Ἐκτὸς τούτου ἀπένειμε τὸ Ὀσμανιὲ ἀδαμαντοκόλλητον εἰς τὸν ἐν Λονδίνῳ τουρκον πρεσβευτὴν Κωστάκην Ἀνθόπουλον πασᾶν εἰς τὸν ὁποῖον ἀποδίδεται ἡ ἐπέλευσις συνεπείᾳ. — [576, 1326, 841, 1497]
paragraph: Ἡ ἐκδίκασις τῆς ὑποθέσεως ταύτης ἐξήφθη ἐπὶ τῶν θυρῶν κεκλεισμένων διὰ νὰ μὴ δοθῇ τὸ ἐπιβλαβὲς εἰς τὴν ἐθνικὴν ἀσφάλειαν ἔγγραφον. — [850, 1800, 1114, 1866]
paragraph: Ἐκ τούτων χαριέστεραι εἶνε : — [41, 563, 231, 578]
dateline: ΜΑΣΣΑΛΙΑ (Διὰ Κερκύρας), 8 Μαρτίου.— — [850, 1900, 1114, 1934]
paragraph: ἐδηγίαι του, τὰς ὁποίας ἐξετέθησαν καὶ διένειμεν εἰς χιλιάδας ἀτιτύπων, καὶ αὐτὸς πρῶτος ἐπολέμησε λυσιτελῶς τὴν διφθερίτιδα πλὴν ἀκόμη εὑρεθῇ ὁ ἐν χρήσει νῦν ὀρρὸς. — [28, 366, 293, 449]
finance-row — [28, 244, 293, 257]
list-item: 7) Νὰ προσκληθῶσι πάντες οἱ καθηγηταὶ, ὑφηγηταὶ καὶ φοιτηταὶ τοῦ Πανεπιστημίου νὰ παρακολουθήσωσι τὴν κηδείαν. — [1128, 1763, 1471, 1813]
column-5 — [1124, 90, 1471, 2117]
finance-label: Ἐθνικῆς — [30, 323, 74, 336]
finance-value: 129 50 — [103, 231, 163, 244]
finance-value: 69 75 — [103, 283, 163, 297]
divider — [28, 1605, 293, 1606]
signature-name: ΚΑΡΑΣΚΑΔΙΟΣ — [473, 525, 567, 540]
paragraph: Οἱ διπλωματικοὶ κύκλοι φρονοῦσιν ὅτι ἡ ἀπονομὴ τοῦ ἀδαμαντοκολλήτου Ὀσμανιὲ εἰς τὸν ἐν Λονδίνῳ πρεσβευτὴν τῆς Τουρκίας Κωστάκην Ἀνθόπουλον θεωρεῖται ὡς τεκμήριον τῆς νεωστὶ ἐπελθούσης βελτιώσεως τῶν Ἀγγλοτουρκικῶν σχέσεων καὶ ὡς ἀμοιβὴ διὰ τὰς ἐνεργείας τοῦ ἀνωτέρω πρεσβευτοῦ, ὅστις κατώρθωσε νὰ κατασιγάσῃ τὴν ἐνεργείαν τοῦ Μακεδονικοῦ Κομιτάτου ἐν Λονδίνῳ, ἐνεργοῦντος ὑπὲρ τῆς ἀναγνωρίσεως τῶν ἀξιώσεων τῶν Μακεδόνων. — [850, 451, 1114, 673]
signature-title: Ὁ Γραμματεὺς — [203, 1559, 293, 1574]
headline-traitor: ΚΑΤΑΔΙΚΗ ΓΑΛΛΟΥ ΠΡΟΔΟΤΟΥ — [850, 1604, 1114, 1627]
dateline: ΠΕΤΡΟΥΠΟΛΙΣ (Διὰ Κερκύρας) 7 Μαρτίου.— — [1137, 239, 1460, 255]
finance-row — [28, 231, 293, 244]
dateline: ΒΕΡΟΛΙΝΟΝ, Διὰ Κερκύρας 8 Μαρτίου.— — [850, 188, 1114, 221]
column-2 — [302, 80, 567, 2117]
headline-decree-sub: Ἡμεῖς Πρίγκηψ Γεώργιος τῆς Ἑλλάδος, Ὕπατος Ἁρμοστὴς ἐν Κρήτῃ — [33, 1697, 288, 1725]
paragraph: —ΒΑΡΙΕΤΕ. Ὁ Κινηματογράφος καὶ τὰ Νευρόσπαστα κάμνουν θραῦσιν. — [1124, 690, 1471, 722]
finance-label: Ἀγγλίας — [164, 297, 208, 310]
headline-mavrokordatos: ΔΙΑΚΟΙΝΩΣΙΣ ΤΟΥ ΜΑΥΡΟΚΟΡΔΑΤΟΥ ΠΡΟΣ ΤΗΝ ΥΨ. ΠΥΛΗΝ — [302, 198, 567, 250]
finance-value: 76.— — [103, 297, 163, 310]
signature-title: Ὁ Πρόεδρος — [122, 1522, 199, 1537]
paragraph: Ἡ Καρλιστικὴ ἐξέγερσις σήμερον ἐξηπλώθη ἐπὶ τῆς συνόρου. Παρ' ὅλην τὴν αὐστηρὰν ἐπίβλεψιν εἶνε γνωστὸν ὅτι ἐταράχθησαν εἰς Βαλένθιαν καὶ Ἀραγωνίαν σώματα ἐνόπλων ἐπιτίθενται Γκρᾶ καὶ σασκά. — [576, 1835, 841, 1937]
paragraph: Ὁ πρίγκηψ ἐζήτησεν ὅπως μείνῃ ἐπὶ τῆς νήσου μόνον ἀνὰ ἓν τάγμα ἐξ ἑκάστης τῶν 4 Δυνάμεων, ἡ δὲ κατοχὴ τῶν πόλεων νὰ εἶνε μικτή, τουτέστιν ὅπου τῶν στρατιωτῶν καὶ τῶν τεσσάρων Δυνάμεων, καὶ οὐχὶ νὰ κατέχηται ὡς μέχρι τοῦδε, ἑκάστη πόλις ὑπὸ στρατοῦ μιᾶς μόνης Δυνάμεως. — [302, 1072, 567, 1208]
column-divider — [296, 90, 297, 2117]
finance-label: Β. Δ. Πειρ. — [30, 270, 86, 283]
paragraph: Ἄνευ ἐμάθομεν τοὺς ὅρους ἀλλ' οὔτε καὶ λεπτομερείας τῆς συμφωνίας ταύτης, τὸ μόνον ὅπερ ἐγνώσθη εἶνε ὅτι συντάσσεται ἤδη τὸ σχετικὸν νομοσχέδιον τὸ ὁποῖον μετὰ τὸ ὁριστικὸν κλείσιμον τῆς Κυβερνήσεως θὰ ὑποβληθῇ λίαν προσεχῶς εἰς τὴν Βουλήν. — [576, 840, 841, 976]
divider — [576, 184, 841, 185]
headline-rectorate: Η ΠΡΥΤΑΝΕΙΑ ΤΟΥ ΕΘΝΙΚΟΥ ΠΑΝΕΠΙΣΤΗΜΙΟΥ — [1124, 1351, 1471, 1403]
paragraph: «Καθὼς μετ' ἐπιτάσεως εἰς τοὺς ἐνταῦθα διπλωματικοὺς κύκλους ὑποστηρίζεται, ἐπίκεινται οἱ ἀρραβῶνες τοῦ Ὑπάτου ἁρμοστοῦ τῆς Κρήτης πρίγκηπος Γεωργίου μετὰ τῆς δευτέρας θυγατρὸς τοῦ πρίγκηπος τῆς Οὐαλλίας πριγκηπίσσης Βικτωρίας. Βεβαιοῦται ὅτι ἡ τελευταία διαμονὴ τῆς πριγκηπίσσης ἐν Ἀθήναις συνεδέθη μὲ τὸ σχέδιον τοῦ συνοικεσίου τούτου, καὶ ὅτι ὁ γάμος οὗτος ἔσεται πραγματοποιηθῇ». — [576, 328, 841, 516]
paragraph: ἐπιζητούσης τὴν κατεδάφισιν τῶν ὀχυρωματικῶν ἔργων χωρὶς οὐδὲν νὰ λάβῃ μέτρον διὰ τὰς ἐπανεληλυμμένας εἰς τὸ σερβικὸν ἔδαφος ἐπιδρομὰς τῶν Ἀρναούτων. — [576, 91, 841, 175]
headline-occupation-sub: Ἡ πρότασις τοῦ πρίγκηπος Γεωργίου — [859, 1416, 1105, 1431]
headline-spain: ΤΑ ΕΝ ΙΣΠΑΝΙΑ — [576, 1739, 841, 1770]
finance-value: 39 15 — [261, 297, 291, 310]
resolution-list — [1124, 1532, 1471, 1814]
headline-railway: Ο ΣΙΔΗΡΟΔΡΟΜΟΣ ΠΕΙΡΑΙΩΣ–ΛΑΡΙΣΣΗΣ — [599, 535, 817, 565]
paragraph: Ὁ ἐν Λονδίνῳ πρέσβυς τῆς Κίνας ἀπέρχεται μεταβαίνων εἰς Ῥώμην πρὸς — [850, 2096, 1114, 2128]
paragraph: Τὸ ζήτημα δὲν θὰ λυθῇ ὑπὸ τοῦ ἐν Ῥώμῃ συμβουλίου τῶν αὐτόθι πρέσβεων, ἀλλὰ θ' ἀναχθῇ εἰς τὰς Κυβερνήσεις τῶν 4 Δυνάμεων, αἵτινες θ' ἀποφασίσουν ἐπὶ τῆς προτάσεως. — [302, 1339, 567, 1422]
finance-label: Εἰκοσάφρ. — [164, 310, 220, 323]
paragraph: Ὁ σὺρ Φίλιπ Κάρρα ἐσυμβουλεύσε νὰ ἐνδώσῃ εἰς τὰς ἀπαιτήσεις τῆς Ἰταλίας. Πᾶσα δὲ περαιτέρω ἀντίστασις θὰ εἶνε μωρία. — [1124, 129, 1471, 178]
paragraph: Ἀνετινάχθη ἡ πυριτιδαποθήκη τοῦ στρατῶνος τοῦ Ἁγίου Καρόλου ἐν Μασσαλίᾳ. Ὑπάρχουν τρεῖς ἐπληγωμένοι. — [850, 1939, 1114, 2005]
paragraph: Ἀνεχώρησεν εἰς Σῦρον ὁ συμπαθὴς ἡθοποιὸς κ. Νῖκος Πεζόδρομος. — [1124, 413, 1471, 445]
headline-samos-sub: Νὰ ἐδόθῃ ἡ Κίνα — [928, 2039, 1037, 2054]
headline-exhibition: ΚΑΛΛΙΤΕΧΝΙΚΗ ΕΚΘΕΣΙΣ — [71, 1157, 250, 1173]
paragraph: Ὁ σέρβος πρεσβευτὴς ἐν τῇ ἀντιδιακοινώσει του διαμαρτύρεται ἐντόνως κατὰ τῆς Ὑψηλῆς Πύλης ὡς — [302, 1890, 567, 1939]
paragraph: Ἡ Σκουπτίνα διελύθη. Αἱ νέαι ἐκλογαὶ θὰ ἐνεργηθῶσι κατὰ τὴν προσεχῆ Ἀπρίλιον. — [850, 1319, 1114, 1368]
paragraph: Ἐνῷ διήρχετο ἡ πανήγυρις τοῦ Ἁγίου Πατρικίου κάτωθι τοῦ ξενοδοχείου Οὐίνδσωρ πυρκαϊὰ ἐξερράγη καὶ κατέστρεψεν αὐτὸ ὁλόκληρον. — [850, 939, 1114, 1006]
headline-spain-sub: Η Καρλιστικὴ ἐξέγερσις — [629, 1778, 787, 1793]
signature-name: Γ. Δ. Στράτος — [28, 2447, 110, 2462]
almanac-title: ΗΜΕΡΟΛΟΓΙΟΝ — [96, 99, 225, 117]
finance-value: 194.— — [103, 310, 163, 323]
paragraph: Ἡ ἐν Ἀθήναις Ἐφημερὶς τῆς Κρητικῆς Πολιτείας δημοσιεύει τῆς δευτέραν 2 Μαρτίου τὸ ἑξῆς διάταγμα: — [28, 1615, 293, 1664]
dateline: Ἀθήναι 8 Μαρτίου 1899 — [1221, 1168, 1374, 1183]
finance-label: Τρ. Ἀ'γών — [164, 231, 216, 244]
finance-value — [103, 336, 163, 349]
finance-row — [28, 336, 293, 349]
dateline: ΧΑΝΙΑ (Διὰ Κερκύρας). — [863, 738, 1031, 754]
paragraph: Ἡ κηδεία του γενήσεται σήμερον ὥρᾳ 10η π.μ. δαπάναις τοῦ Πανεπιστημίου, θὰ συνοδευθῆσθε ἐπικήδειον εἰς καθηγητὴς τῆς Ἰατρικῆς Σχολῆς καὶ θὰ διακοπῶσι τὰ μαθήματα τοῦ Πανεπιστημίου ἐπὶ τριήμερον. — [28, 833, 293, 935]
paragraph: Πωλεῖται εἰς τὸ Βιβλιοπωλεῖον τοῦ κ. Βίλμπεργ καὶ χαρτοπωλεῖον κ. Κοκκινάκη. — [1124, 1974, 1471, 2007]
signature-name: Τ. Α. Ἀργυρόπουλος — [90, 1539, 231, 1555]
signature-name: Μιχ. Π. Λάμπρος — [187, 1581, 293, 1596]
headline-parliament: ΔΙΑΛΥΣΙΣ ΤΗΣ ΣΕΡΒΙΚΗΣ ΒΟΥΛΗΣ — [860, 1238, 1104, 1254]
dateline: ΒΕΛΙΓΡΑΔΙΟΝ (διὰ Κερκύρας) 8 Μαρτίου.— — [850, 1281, 1114, 1314]
dateline: Ἐν Ἀθήναις τῇ 8 Μαρτίου 1899 — [1196, 1818, 1399, 1833]
paragraph: Παρὰ τοῖς εἰρημένοις Ὑποκαταστήμασι δύνανται νὰ γίνωνται καταθέσεις ἰδιωτῶν ἄτοκοι καὶ ἐπὶ τόκῳ. — [28, 1932, 293, 2000]
deceased-name: ΑΝΑΣΤΑΣΙΟΝ ΖΙΝΝΗΝ — [1218, 1071, 1377, 1087]
headline-albania: Η ΕΠΑΝΑΣΤΑΣΙΣ ΤΗΣ ΑΛΒΑΝΙΑΣ — [576, 1508, 841, 1531]
paragraph: Ἀθηνᾶ Ζίννη, Ἀλέξανδρος Φιλαδελφέως, Μαρία Φιλαδελφέως, Ἀθανασία Φιλαδελφέως. — [1125, 1270, 1470, 1303]
headline-serbia-sub: ΣΦΟΔΡΑ ΑΝΤΙΔΙΑΚΟΙΝΩΣΙΣ — [351, 1547, 518, 1561]
paragraph: Μεθ' ὅλας τὰς διαψεύσεις τῶν ἀγγλικῶν ἐφημερίδων ἡ «Βιεννάια Γενικὴ Ἐφημερὶς» δημοσιεύει τὸ ἑξῆς τηλεγράφημα ἐκ Βερολίνου: — [576, 256, 841, 323]
paragraph: Ἡ Ἀκαδημαϊκὴ Σύγκλητος συνεκλήθη σήμερον τῇ 8 Μαρτίου ὥρᾳ 5 μ. μ. εἰς ἔκτακτον συνεδρίαν ἐπὶ τῇ λυπηρᾷ ἀγγελίᾳ τοῦ θανάτου τοῦ καθηγητοῦ τοῦ Πανεπιστημίου Ἀναστασίου Ζίννη καὶ ἐκδηλώσασα τὸν βαθύτατον πένθος αὐτῆς ἐπὶ τῷ θανάτῳ τοῦ ἐπιστήμονος καθηγητοῦ, ἐψήφισεν ὁμοφώνως τὰ ἑξῆς: — [1124, 1408, 1471, 1528]
paragraph: Ἀφορμὴ εἰς τὴν ἐπίδοσιν τῆς ἀντιδιακοινώσεως ταύτης εἶνε ἡ γνωστὴ ὑπόθεσις τῶν χωρικῶν τῆς Σερβίας ἐκ τῶν τουρκικῶν χωρίων, δι' ἃ ἡ Σερβικὴ Κυβέρνησις ἐζήτει ἔκπτωσιν παρὰ τῆς Τουρκίας, ἀλλ' ἡ ἀπάντησις ἐγένετο μὲ ἀρνητικὴν διάθεσιν ἐκ μέρους τῆς Τουρκικῆς κυβερνήσεως. — [302, 1748, 567, 1883]
finance-label: Σιδ. Τρ. — [30, 297, 71, 310]
